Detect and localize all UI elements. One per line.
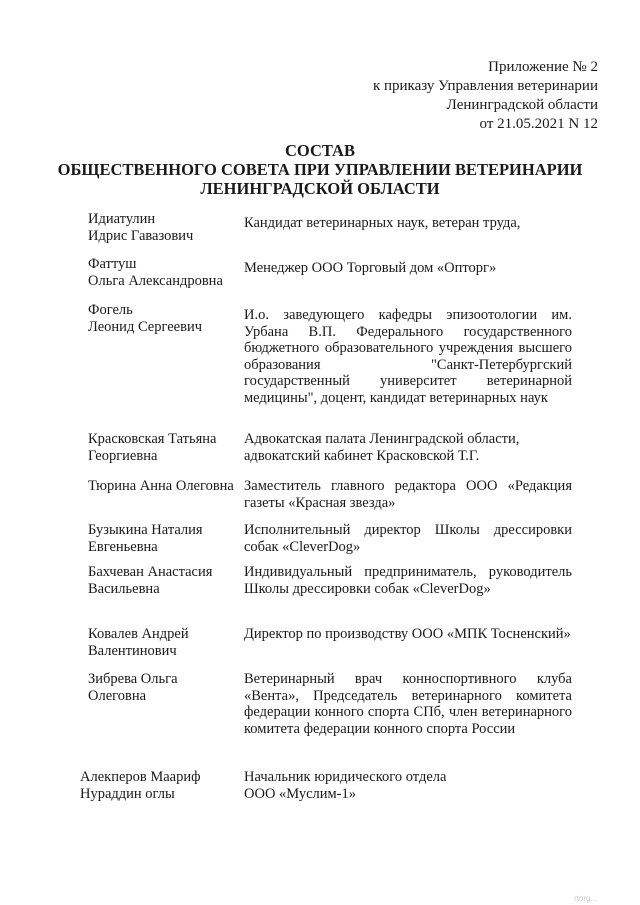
member-position-text: Ветеринарный врач конноспортивного клуба «Вента», Председатель ветеринарного комитета федерации конного спорта СПб, член ветеринарного комитета федерации конного спорта России — [244, 671, 572, 737]
member-given-names: Евгеньевна — [88, 538, 158, 555]
member-position — [244, 260, 572, 277]
member-position — [244, 478, 572, 511]
member-surname: Тюрина Анна Олеговна — [88, 478, 234, 494]
member-position — [244, 215, 572, 232]
member-position — [244, 769, 572, 802]
member-name — [80, 769, 235, 802]
member-given-names: Нураддин оглы — [80, 785, 175, 802]
member-name — [88, 564, 243, 597]
member-position — [244, 522, 572, 555]
member-surname: Бузыкина Наталия — [88, 522, 203, 538]
member-given-names: Георгиевна — [88, 447, 158, 464]
member-position-text: И.о. заведующего кафедры эпизоотологии им. Урбана В.П. Федерального государственного бюджетного образовательного учреждения высшего образования "Санкт-Петербургский государственный университет ветеринарной медицины", доцент, кандидат ветеринарных наук — [244, 307, 572, 406]
member-given-names: Олеговна — [88, 687, 147, 704]
member-surname: Бахчеван Анастасия — [88, 564, 213, 580]
member-surname: Зибрева Ольга — [88, 671, 178, 687]
member-position — [244, 564, 572, 597]
title-line-3: ЛЕНИНГРАДСКОЙ ОБЛАСТИ — [200, 179, 440, 198]
footer-watermark: rtorg... — [574, 894, 598, 903]
member-position-text: Начальник юридического отдела — [244, 769, 447, 785]
member-name — [88, 256, 243, 289]
appendix-region: Ленинградской области — [446, 97, 598, 113]
member-given-names: Леонид Сергеевич — [88, 318, 203, 335]
member-position-text: Менеджер ООО Торговый дом «Опторг» — [244, 260, 497, 276]
member-given-names: Ольга Александровна — [88, 272, 223, 289]
document-title — [0, 141, 640, 198]
member-surname: Фогель — [88, 302, 133, 318]
title-line-2: ОБЩЕСТВЕННОГО СОВЕТА ПРИ УПРАВЛЕНИИ ВЕТЕРИНАРИИ — [57, 160, 583, 179]
member-position-text: Кандидат ветеринарных наук, ветеран труда, — [244, 215, 521, 231]
member-given-names: Васильевна — [88, 580, 160, 597]
member-position-text: Заместитель главного редактора ООО «Редакция газеты «Красная звезда» — [244, 478, 572, 511]
appendix-number: Приложение № 2 — [488, 59, 598, 75]
member-position-text: адвокатский кабинет Красковской Т.Г. — [244, 447, 480, 464]
member-position-text: ООО «Муслим-1» — [244, 785, 357, 802]
member-name — [88, 478, 243, 495]
member-name — [88, 211, 243, 244]
member-name — [88, 431, 243, 464]
member-position-text: Индивидуальный предприниматель, руководитель Школы дрессировки собак «CleverDog» — [244, 564, 572, 597]
appendix-date: от 21.05.2021 N 12 — [479, 116, 598, 132]
member-name — [88, 302, 243, 335]
member-position — [244, 626, 572, 643]
member-position-text: Адвокатская палата Ленинградской области, — [244, 431, 520, 447]
member-position — [244, 431, 572, 464]
member-given-names: Идрис Гавазович — [88, 227, 194, 244]
member-name — [88, 522, 243, 555]
member-surname: Идиатулин — [88, 211, 156, 227]
member-surname: Алекперов Маариф — [80, 769, 201, 785]
title-line-1: СОСТАВ — [285, 141, 355, 160]
member-position-text: Директор по производству ООО «МПК Тосненский» — [244, 626, 571, 642]
appendix-order-ref: к приказу Управления ветеринарии — [372, 78, 598, 94]
member-surname: Фаттуш — [88, 256, 137, 272]
member-position-text: Исполнительный директор Школы дрессировки собак «CleverDog» — [244, 522, 572, 555]
member-position — [244, 307, 572, 406]
member-name — [88, 626, 243, 659]
member-given-names: Валентинович — [88, 642, 177, 659]
member-name — [88, 671, 243, 704]
member-position — [244, 671, 572, 737]
member-surname: Красковская Татьяна — [88, 431, 217, 447]
member-surname: Ковалев Андрей — [88, 626, 189, 642]
appendix-header — [298, 58, 598, 134]
